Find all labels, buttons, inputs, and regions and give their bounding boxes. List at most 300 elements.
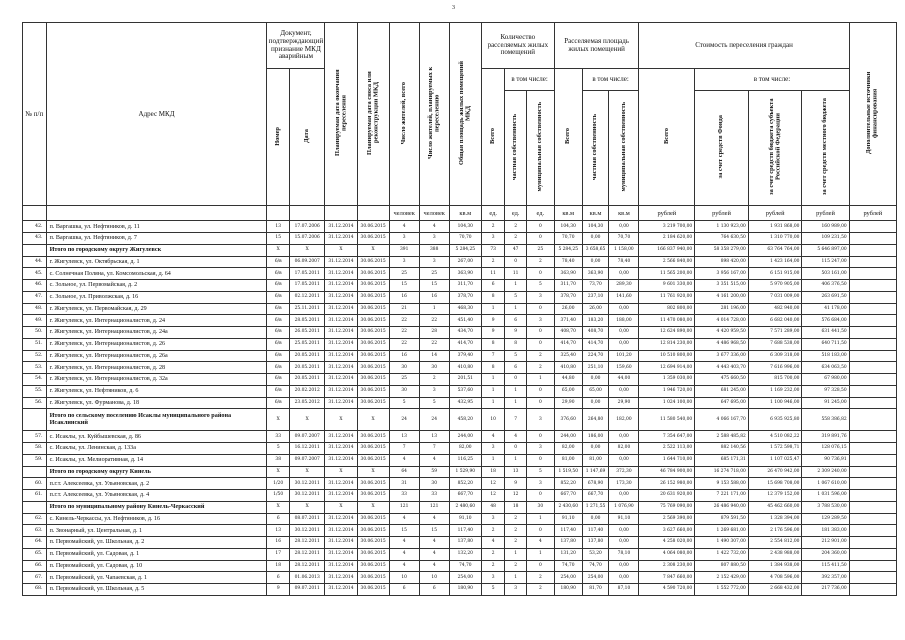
table-row [23,338,897,350]
value-cell: 31.12.2014 [325,268,357,280]
address-cell: г. Жигулевск, ул. Интернационалистов, д. 28 [46,362,267,374]
value-cell: 5 [505,350,526,362]
value-cell: 104,30 [449,221,481,233]
value-cell: 7 [389,443,419,455]
value-cell: 20.02.2012 [289,385,324,397]
address-cell: Итого по муниципальному району Кинель-Черкасский [46,501,267,513]
value-cell: 159,60 [609,362,639,374]
row-number: 58. [23,443,47,455]
value-cell: 11 580 540,00 [639,409,695,431]
header-address: Адрес МКД [46,23,267,206]
value-cell: 1 [505,280,526,292]
address-cell: с. Зольное, ул. Приволжская, д. 16 [46,291,267,303]
value-cell: 3 677 336,00 [695,350,749,362]
value-cell: 97 328,50 [802,385,849,397]
value-cell: 15 [419,525,449,537]
value-cell: 1 [526,513,554,525]
value-cell: 9 [481,315,505,327]
header-planned-demolish: Планируемая дата сноса или реконструкции МКД [365,71,380,155]
header-num: № п/п [23,23,47,206]
value-cell: 6 151 915,00 [748,268,802,280]
value-cell: 12 [481,478,505,490]
value-cell: 30.06.2015 [357,338,389,350]
value-cell: 410,80 [554,362,582,374]
value-cell: 7 031 009,00 [748,291,802,303]
value-cell: 180,90 [449,584,481,596]
table-row [23,350,897,362]
value-cell: 186,00 [582,431,609,443]
value-cell: 181 383,00 [802,525,849,537]
value-cell: 3 [526,478,554,490]
value-cell: 29,90 [554,397,582,409]
value-cell: 91,10 [554,513,582,525]
value-cell: 65,00 [554,385,582,397]
value-cell: 3 627 660,00 [639,525,695,537]
value-cell: 4 708 596,00 [748,572,802,584]
value-cell: 53,20 [582,548,609,560]
value-cell: 31.12.2014 [325,280,357,292]
extra-sources-cell [849,362,896,374]
value-cell: 31.12.2014 [325,233,357,245]
value-cell: 6/в [267,338,290,350]
value-cell: 1 519,50 [554,466,582,478]
value-cell: 188,00 [609,315,639,327]
table-row [23,490,897,502]
value-cell: 3 [505,584,526,596]
value-cell: 1 100 946,00 [748,397,802,409]
value-cell: 1 [505,397,526,409]
value-cell: 458,20 [449,409,481,431]
value-cell: 38 [267,454,290,466]
value-cell: X [325,409,357,431]
extra-sources-cell [849,291,896,303]
value-cell: 2 [526,350,554,362]
value-cell: 28 [419,327,449,339]
value-cell: 6/в [267,350,290,362]
value-cell: 392 357,00 [802,572,849,584]
value-cell: 30.06.2015 [357,268,389,280]
row-number: 50. [23,327,47,339]
address-cell: п.г.т. Алексеевка, ул. Ульяновская, д. 4 [46,490,267,502]
value-cell: 537,60 [449,385,481,397]
extra-sources-cell [849,501,896,513]
value-cell: 6/в [267,303,290,315]
value-cell: 685 171,31 [695,454,749,466]
value-cell: 31.12.2014 [325,327,357,339]
value-cell: 31.12.2014 [325,443,357,455]
value-cell: 2 [505,560,526,572]
address-cell: г. Жигулевск, ул. Интернационалистов, д. 24 [46,315,267,327]
value-cell: 33 [267,431,290,443]
subtotal-row [23,409,897,431]
value-cell: 3 [389,233,419,245]
value-cell: 2 480,60 [449,501,481,513]
value-cell: 12 [505,490,526,502]
value-cell: 13 [505,466,526,478]
value-cell: 3 [481,513,505,525]
value-cell: 391 [389,244,419,256]
value-cell: 30.06.2015 [357,233,389,245]
table-row [23,454,897,466]
value-cell: 11 761 920,00 [639,291,695,303]
value-cell: 2 [481,221,505,233]
value-cell: 4 [389,560,419,572]
address-cell: Итого по городскому округу Кинель [46,466,267,478]
value-cell: 4 [419,537,449,549]
value-cell: 0,00 [609,572,639,584]
extra-sources-cell [849,454,896,466]
value-cell: 20.05.2011 [289,350,324,362]
value-cell: 82,00 [609,443,639,455]
row-number: 56. [23,397,47,409]
value-cell: 5 284,25 [449,244,481,256]
value-cell: 3 351 515,00 [695,280,749,292]
value-cell: 4 [389,548,419,560]
address-cell: г. Жигулевск, ул. Фурманова, д. 18 [46,397,267,409]
value-cell: 0 [526,431,554,443]
value-cell: 30.06.2015 [357,291,389,303]
subtotal-row [23,466,897,478]
value-cell: 1 158,00 [609,244,639,256]
value-cell: 1 490 307,00 [695,537,749,549]
value-cell: 1 423 164,00 [748,256,802,268]
value-cell: 70,70 [554,233,582,245]
value-cell: 22 [389,315,419,327]
value-cell: 3 [419,233,449,245]
value-cell: 30.12.2011 [289,478,324,490]
value-cell: 47 [505,244,526,256]
extra-sources-cell [849,268,896,280]
value-cell: 1 644 710,00 [639,454,695,466]
extra-sources-cell [849,490,896,502]
value-cell: 31.12.2014 [325,525,357,537]
value-cell: 8 [505,338,526,350]
value-cell: 73,70 [582,280,609,292]
extra-sources-cell [849,478,896,490]
value-cell: 30.06.2015 [357,385,389,397]
header-planned-resettle-end: Планируемая дата окончания переселения [333,69,347,157]
value-cell: 3 788 530,00 [802,501,849,513]
extra-sources-cell [849,315,896,327]
value-cell: 6/в [267,291,290,303]
value-cell: 5 [389,397,419,409]
value-cell: 6 [505,362,526,374]
value-cell: 2 [526,584,554,596]
value-cell: 254,00 [449,572,481,584]
value-cell: 4 420 959,50 [695,327,749,339]
header-area-private: частная собственность [591,113,599,181]
value-cell: 414,70 [554,338,582,350]
unit-cell: кв.м [582,206,609,221]
value-cell: 4 486 968,50 [695,338,749,350]
value-cell: 8 [481,291,505,303]
value-cell: 31.12.2014 [325,513,357,525]
value-cell: 2 438 988,00 [748,548,802,560]
address-cell: п. Первомайский, ул. Школьная, д. 2 [46,537,267,549]
row-number: 53. [23,362,47,374]
value-cell: 267,00 [449,256,481,268]
value-cell: 319 891,76 [802,431,849,443]
value-cell: 815 700,00 [748,374,802,386]
value-cell: 6 [389,584,419,596]
extra-sources-cell [849,327,896,339]
value-cell: 6/в [267,256,290,268]
value-cell: 0 [505,374,526,386]
extra-sources-cell [849,244,896,256]
value-cell: 31.12.2014 [325,548,357,560]
header-extra-sources: Дополнительные источники финансирования [865,71,879,155]
value-cell: 0,00 [582,256,609,268]
value-cell: 78,40 [554,256,582,268]
header-total-area: Общая площадь жилых помещений МКД [457,61,472,165]
value-cell: 0 [526,397,554,409]
value-cell: 311,70 [449,280,481,292]
value-cell: 30.06.2015 [357,350,389,362]
row-number: 43. [23,233,47,245]
value-cell: 807 880,50 [695,560,749,572]
value-cell: 26,00 [582,303,609,315]
value-cell: X [325,244,357,256]
unit-cell: кв.м [554,206,582,221]
value-cell: 1 [481,303,505,315]
extra-sources-cell [849,233,896,245]
value-cell: 10 510 800,00 [639,350,695,362]
value-cell: 1 529,90 [449,466,481,478]
header-area-municipal: муниципальная собственность [619,102,627,192]
value-cell: 18 [505,501,526,513]
value-cell: 7 847 660,00 [639,572,695,584]
value-cell: 15 698 708,00 [748,478,802,490]
value-cell: 01.06.2013 [289,572,324,584]
page-number: 3 [452,5,455,11]
value-cell: 0 [526,560,554,572]
value-cell: 1 [481,454,505,466]
value-cell: 1 552 772,00 [695,584,749,596]
header-doc-date: Дата [302,129,310,143]
row-number: 57. [23,431,47,443]
value-cell: 7 616 996,00 [748,362,802,374]
value-cell: 74,70 [449,560,481,572]
value-cell: 7 [419,443,449,455]
header-qty-municipal: муниципальная собственность [536,102,544,192]
row-number: 44. [23,256,47,268]
value-cell: 764 630,50 [695,233,749,245]
value-cell: 9 153 588,00 [695,478,749,490]
value-cell: 31.12.2014 [325,490,357,502]
value-cell: 78,40 [609,256,639,268]
value-cell: 254,00 [582,572,609,584]
value-cell: 63 764 764,00 [748,244,802,256]
table-row [23,478,897,490]
value-cell: 81,00 [582,454,609,466]
row-number: 46. [23,280,47,292]
value-cell: 4 [389,537,419,549]
value-cell: 2 668 432,00 [748,584,802,596]
value-cell: 4 [419,548,449,560]
row-number: 63. [23,525,47,537]
value-cell: 434,70 [449,327,481,339]
value-cell: 2 [505,221,526,233]
value-cell: 16.12.2011 [289,443,324,455]
value-cell: 0,00 [582,443,609,455]
table-row [23,537,897,549]
value-cell: 0,00 [609,537,639,549]
value-cell: 376,60 [554,409,582,431]
address-cell: Итого по городскому округу Жигулевск [46,244,267,256]
value-cell: 41 178,00 [802,303,849,315]
value-cell: 640 711,50 [802,338,849,350]
value-cell: 15 [419,280,449,292]
row-number: 62. [23,513,47,525]
table-row [23,513,897,525]
value-cell: 115 411,50 [802,560,849,572]
value-cell: 6/в [267,362,290,374]
value-cell: 75 769 090,00 [639,501,695,513]
value-cell: 26.05.2011 [289,327,324,339]
value-cell: 408,70 [582,327,609,339]
value-cell: 1 572 598,71 [748,443,802,455]
value-cell: 3 658,65 [582,244,609,256]
value-cell: X [325,501,357,513]
value-cell: 91,10 [609,513,639,525]
value-cell: 132,20 [449,548,481,560]
value-cell: 31.12.2014 [325,221,357,233]
value-cell: 0 [505,443,526,455]
value-cell: 8 [481,362,505,374]
value-cell: 2 566 840,00 [639,256,695,268]
value-cell: 1 [505,385,526,397]
value-cell: 1 [505,454,526,466]
table-row [23,291,897,303]
value-cell: 1 [481,374,505,386]
value-cell: 3 [526,291,554,303]
value-cell: 30.06.2015 [357,525,389,537]
row-number: 59. [23,454,47,466]
value-cell: 31.12.2014 [325,478,357,490]
value-cell: X [289,501,324,513]
header-residents-planned: Число жителей, планируемых к переселению [426,66,441,160]
value-cell: 2 522 113,00 [639,443,695,455]
value-cell: 13 [267,221,290,233]
value-cell: 0,00 [609,303,639,315]
value-cell: 1 946 720,00 [639,385,695,397]
value-cell: 78,10 [609,548,639,560]
value-cell: 20.05.2011 [289,374,324,386]
value-cell: 1 031 596,00 [802,490,849,502]
value-cell: 91,10 [449,513,481,525]
value-cell: 141,60 [609,291,639,303]
address-cell: г. Жигулевск, ул. Первомайская, д. 29 [46,303,267,315]
row-number: 64. [23,537,47,549]
value-cell: 26 486 940,00 [695,501,749,513]
value-cell: 11 565 200,00 [639,268,695,280]
value-cell: 325,40 [554,350,582,362]
address-cell: г. Жигулевск, ул. Октябрьская, д. 1 [46,256,267,268]
value-cell: 2 [526,362,554,374]
value-cell: 13 [419,431,449,443]
value-cell: 667,70 [554,490,582,502]
value-cell: 173,30 [609,478,639,490]
value-cell: 23.05.2012 [289,397,324,409]
value-cell: 7 [481,350,505,362]
value-cell: 26 152 980,00 [639,478,695,490]
value-cell: 74,70 [582,560,609,572]
value-cell: 6/в [267,327,290,339]
value-cell: 4 064 080,00 [639,548,695,560]
value-cell: 0,00 [582,397,609,409]
value-cell: 432,95 [449,397,481,409]
address-cell: п.г.т. Алексеевка, ул. Ульяновская, д. 2 [46,478,267,490]
value-cell: 31.12.2014 [325,454,357,466]
value-cell: 31.12.2014 [325,560,357,572]
unit-cell: рублей [639,206,695,221]
value-cell: 0,00 [609,454,639,466]
value-cell: 30.06.2015 [357,221,389,233]
table-row [23,397,897,409]
unit-cell [46,206,267,221]
value-cell: 5 [481,584,505,596]
value-cell: 4 [389,513,419,525]
value-cell: 7 354 647,00 [639,431,695,443]
value-cell: 17.05.2011 [289,280,324,292]
value-cell: X [289,244,324,256]
unit-cell: человек [389,206,419,221]
value-cell: 212 901,00 [802,537,849,549]
value-cell: 244,00 [554,431,582,443]
value-cell: 6/в [267,397,290,409]
unit-cell: рублей [748,206,802,221]
subtotal-row [23,244,897,256]
value-cell: 25.11.2011 [289,303,324,315]
value-cell: 414,70 [449,338,481,350]
value-cell: 11 470 080,00 [639,315,695,327]
value-cell: 73 [481,244,505,256]
value-cell: 4 [419,221,449,233]
value-cell: 7 221 171,00 [695,490,749,502]
value-cell: 2 [419,374,449,386]
address-cell: с. Исаклы, ул. Мелиоративная, д. 14 [46,454,267,466]
value-cell: 0,00 [609,327,639,339]
value-cell: 7 571 289,00 [748,327,802,339]
value-cell: 20 631 920,00 [639,490,695,502]
value-cell: 0 [526,221,554,233]
value-cell: 17.05.2011 [289,268,324,280]
value-cell: 44,80 [554,374,582,386]
value-cell: 1 [526,374,554,386]
value-cell: 254,00 [554,572,582,584]
value-cell: 30 [526,501,554,513]
value-cell: 576 684,00 [802,315,849,327]
value-cell: 4 [481,431,505,443]
value-cell: 1 422 732,00 [695,548,749,560]
value-cell: 4 [419,513,449,525]
value-cell: 802 800,00 [639,303,695,315]
value-cell: 6/в [267,374,290,386]
extra-sources-cell [849,525,896,537]
extra-sources-cell [849,513,896,525]
value-cell: 6 [267,572,290,584]
unit-cell [23,206,47,221]
value-cell: 363,90 [554,268,582,280]
row-number: 51. [23,338,47,350]
value-cell: X [357,244,389,256]
address-cell: г. Жигулевск, ул. Интернационалистов, д. 24а [46,327,267,339]
value-cell: 30.06.2015 [357,584,389,596]
value-cell: 3 [526,315,554,327]
value-cell: 3 956 167,00 [695,268,749,280]
unit-cell: ед. [505,206,526,221]
value-cell: 0 [526,454,554,466]
